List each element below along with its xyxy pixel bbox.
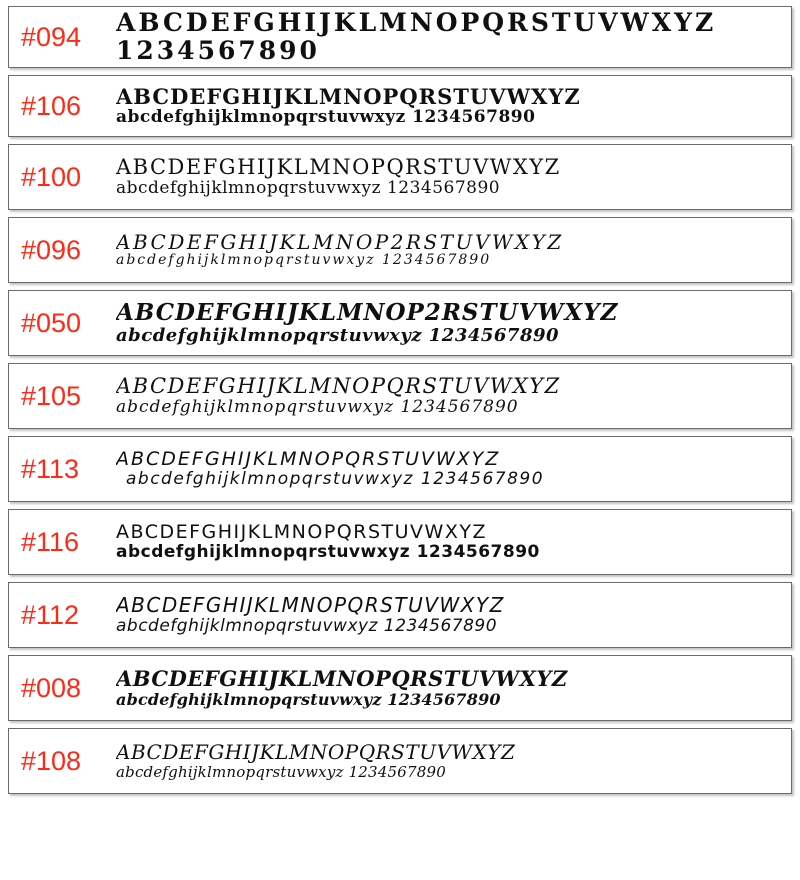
font-row[interactable]	[8, 582, 792, 648]
font-sample	[116, 522, 787, 562]
font-row[interactable]	[8, 144, 792, 210]
font-row[interactable]	[8, 6, 792, 68]
sample-line-uppercase: ABCDEFGHIJKLMNOPQRSTUVWXYZ	[116, 667, 568, 692]
font-code-label: #094	[21, 21, 82, 52]
font-row[interactable]	[8, 509, 792, 575]
sample-line-uppercase: ABCDEFGHIJKLMNOPQRSTUVWXYZ	[116, 9, 717, 37]
font-row[interactable]	[8, 363, 792, 429]
font-sample	[116, 231, 787, 269]
font-code-label: #096	[21, 234, 82, 265]
font-sample	[116, 85, 787, 128]
font-code-label: #100	[21, 161, 82, 192]
sample-line-secondary: abcdefghijklmnopqrstuvwxyz 1234567890	[126, 469, 545, 490]
font-code-label: #108	[21, 745, 82, 776]
sample-line-uppercase: ABCDEFGHIJKLMNOPQRSTUVWXYZ	[116, 155, 561, 179]
sample-line-uppercase: ABCDEFGHIJKLMNOPQRSTUVWXYZ	[116, 741, 516, 765]
sample-line-uppercase: ABCDEFGHIJKLMNOP2RSTUVWXYZ	[116, 230, 564, 254]
font-row[interactable]	[8, 655, 792, 721]
font-row[interactable]	[8, 436, 792, 502]
font-sample	[116, 594, 787, 635]
sample-line-secondary: abcdefghijklmnopqrstuvwxyz 1234567890	[116, 107, 536, 128]
sample-line-uppercase: ABCDEFGHIJKLMNOPQRSTUVWXYZ	[116, 448, 501, 470]
font-sample	[116, 741, 787, 780]
sample-line-secondary: abcdefghijklmnopqrstuvwxyz 1234567890	[116, 542, 540, 563]
font-code-label: #112	[21, 599, 80, 630]
sample-line-secondary: abcdefghijklmnopqrstuvwxyz 1234567890	[116, 324, 560, 346]
sample-line-uppercase: ABCDEFGHIJKLMNOPQRSTUVWXYZ	[116, 374, 561, 398]
font-sample	[116, 9, 787, 65]
font-row[interactable]	[8, 217, 792, 283]
sample-line-uppercase: ABCDEFGHIJKLMNOPQRSTUVWXYZ	[116, 84, 581, 109]
font-code-label: #008	[21, 672, 82, 703]
font-row[interactable]	[8, 75, 792, 137]
sample-line-secondary: abcdefghijklmnopqrstuvwxyz 1234567890	[116, 689, 501, 709]
font-row[interactable]	[8, 290, 792, 356]
font-code-label: #105	[21, 380, 82, 411]
font-sample	[116, 375, 787, 418]
sample-line-secondary: abcdefghijklmnopqrstuvwxyz 1234567890	[116, 615, 498, 636]
font-code-label: #106	[21, 90, 82, 121]
sample-line-uppercase: ABCDEFGHIJKLMNOPQRSTUVWXYZ	[116, 594, 505, 618]
font-sample	[116, 300, 787, 346]
sample-line-secondary: abcdefghijklmnopqrstuvwxyz 1234567890	[116, 252, 492, 269]
font-sample	[116, 667, 787, 708]
font-code-label: #050	[21, 307, 82, 338]
sample-line-secondary: 1234567890	[116, 36, 320, 65]
font-row[interactable]	[8, 728, 792, 794]
sample-line-secondary: abcdefghijklmnopqrstuvwxyz 1234567890	[116, 762, 447, 781]
sample-line-secondary: abcdefghijklmnopqrstuvwxyz 1234567890	[116, 178, 501, 199]
sample-line-uppercase: ABCDEFGHIJKLMNOP2RSTUVWXYZ	[116, 300, 619, 327]
font-sample	[116, 449, 787, 489]
font-code-label: #113	[21, 453, 80, 484]
font-code-label: #116	[21, 526, 80, 557]
font-sample	[116, 156, 787, 199]
sample-line-secondary: abcdefghijklmnopqrstuvwxyz 1234567890	[116, 397, 519, 418]
sample-line-uppercase: ABCDEFGHIJKLMNOPQRSTUVWXYZ	[116, 521, 487, 543]
